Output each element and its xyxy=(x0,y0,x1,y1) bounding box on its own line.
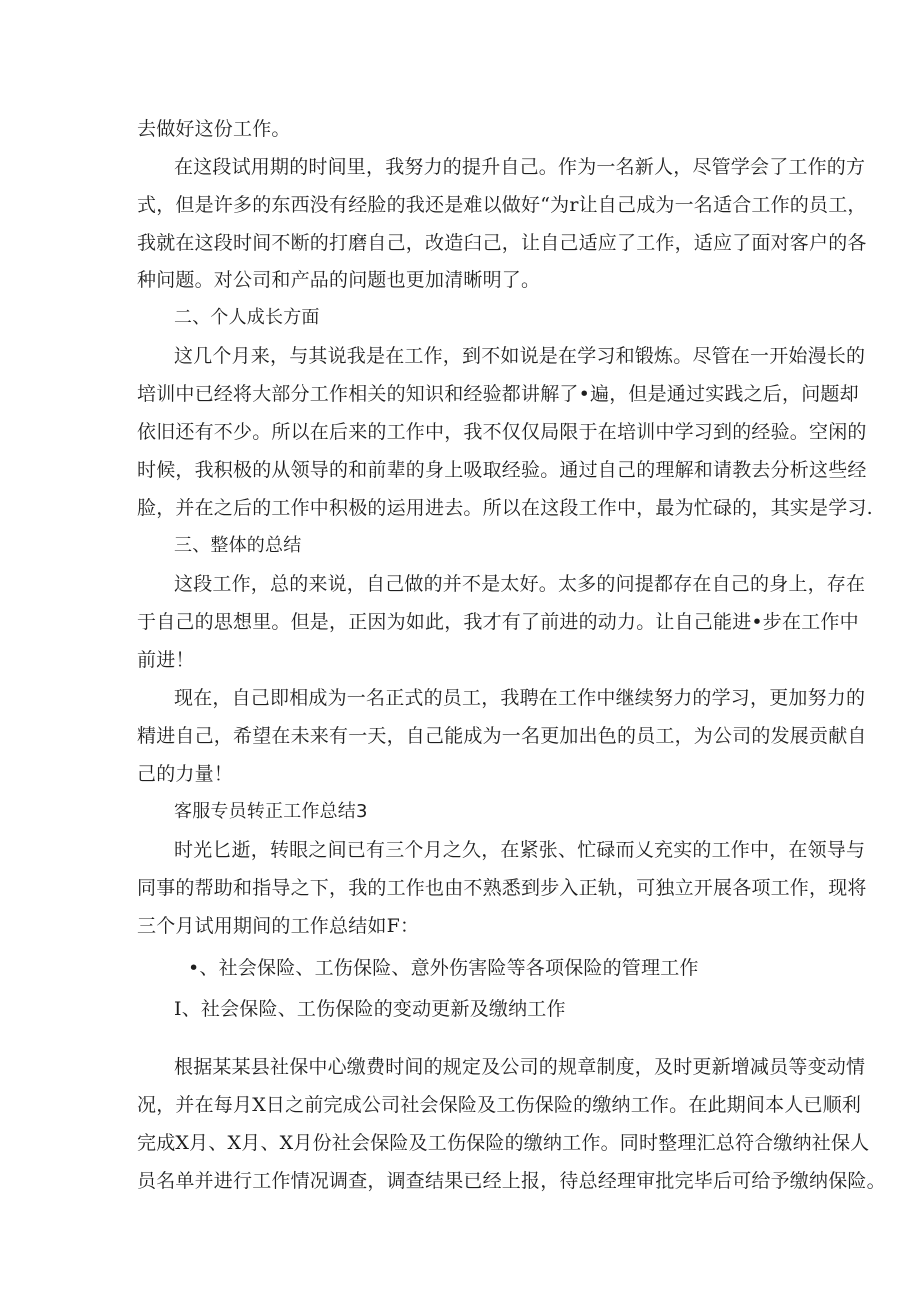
paragraph-line: 精进自己，希望在未来有一天，自己能成为一名更加出色的员工，为公司的发展贡献自 xyxy=(137,725,867,747)
section-heading: 二、个人成长方面 xyxy=(174,307,320,328)
paragraph-line: 完成X月、X月、X月份社会保险及工伤保险的缴纳工作。同时整理汇总符合缴纳社保人 xyxy=(137,1132,870,1154)
paragraph-line: 于自己的思想里。但是，正因为如此，我才有了前进的动力。让自己能进•步在工作中 xyxy=(137,611,859,633)
paragraph-line: 三个月试用期间的工作总结如F： xyxy=(137,915,420,937)
paragraph-line: 时候，我积极的从领导的和前辈的身上吸取经验。通过自己的理解和请教去分析这些经 xyxy=(137,459,867,481)
paragraph-line: 这几个月来，与其说我是在工作，到不如说是在学习和锻炼。尽管在一开始漫长的 xyxy=(174,345,866,367)
paragraph-line: 依旧还有不少。所以在后来的工作中，我不仅仅局限于在培训中学习到的经验。空闲的 xyxy=(137,421,867,443)
list-heading: •、社会保险、工伤保险、意外伤害险等各项保险的管理工作 xyxy=(188,957,699,979)
paragraph-line: 在这段试用期的时间里，我努力的提升自己。作为一名新人，尽管学会了工作的方 xyxy=(174,156,866,178)
paragraph-line: 况，并在每月X日之前完成公司社会保险及工伤保险的缴纳工作。在此期间本人已顺利 xyxy=(137,1094,862,1116)
paragraph-line: 这段工作，总的来说，自己做的并不是太好。太多的问提都存在自己的身上，存在 xyxy=(174,573,866,595)
paragraph-line: 前进！ xyxy=(137,649,195,671)
list-subheading: I、社会保险、工伤保险的变动更新及缴纳工作 xyxy=(174,998,566,1020)
paragraph-line: 根据某某县社保中心缴费时间的规定及公司的规章制度，及时更新增减员等变动情 xyxy=(174,1056,866,1078)
paragraph-line: 员名单并进行工作情况调查，调查结果已经上报，待总经理审批完毕后可给予缴纳保险。 xyxy=(137,1170,886,1192)
paragraph-line: 我就在这段时间不断的打磨自己，改造臼己，让自己适应了工作，适应了面对客户的各 xyxy=(137,232,867,254)
paragraph-line: 现在，自己即相成为一名正式的员工，我聘在工作中继续努力的学习，更加努力的 xyxy=(174,687,866,709)
paragraph-line: 式，但是许多的东西没有经脸的我还是难以做好“为r让自己成为一名适合工作的员工， xyxy=(137,194,867,216)
paragraph-line: 时光匕逝，转眼之间已有三个月之久，在紧张、忙碌而乂充实的工作中，在领导与 xyxy=(174,839,866,861)
paragraph-line: 同事的帮助和指导之下，我的工作也由不熟悉到步入正轨，可独立开展各项工作，现将 xyxy=(137,877,867,899)
paragraph-line: 己的力量！ xyxy=(137,763,234,785)
paragraph-line: 培训中已经将大部分工作相关的知识和经验都讲解了•遍，但是通过实践之后，问题却 xyxy=(137,383,859,405)
paragraph-line: 脸，并在之后的工作中积极的运用进去。所以在这段工作中，最为忙碌的，其实是学习. xyxy=(137,497,873,519)
section-heading: 三、整体的总结 xyxy=(174,535,302,556)
paragraph-line: 种问题。对公司和产品的问题也更加清晰明了。 xyxy=(137,269,541,291)
text-line: 去做好这份工作。 xyxy=(137,118,291,140)
document-title: 客服专员转正工作总结3 xyxy=(174,801,368,822)
